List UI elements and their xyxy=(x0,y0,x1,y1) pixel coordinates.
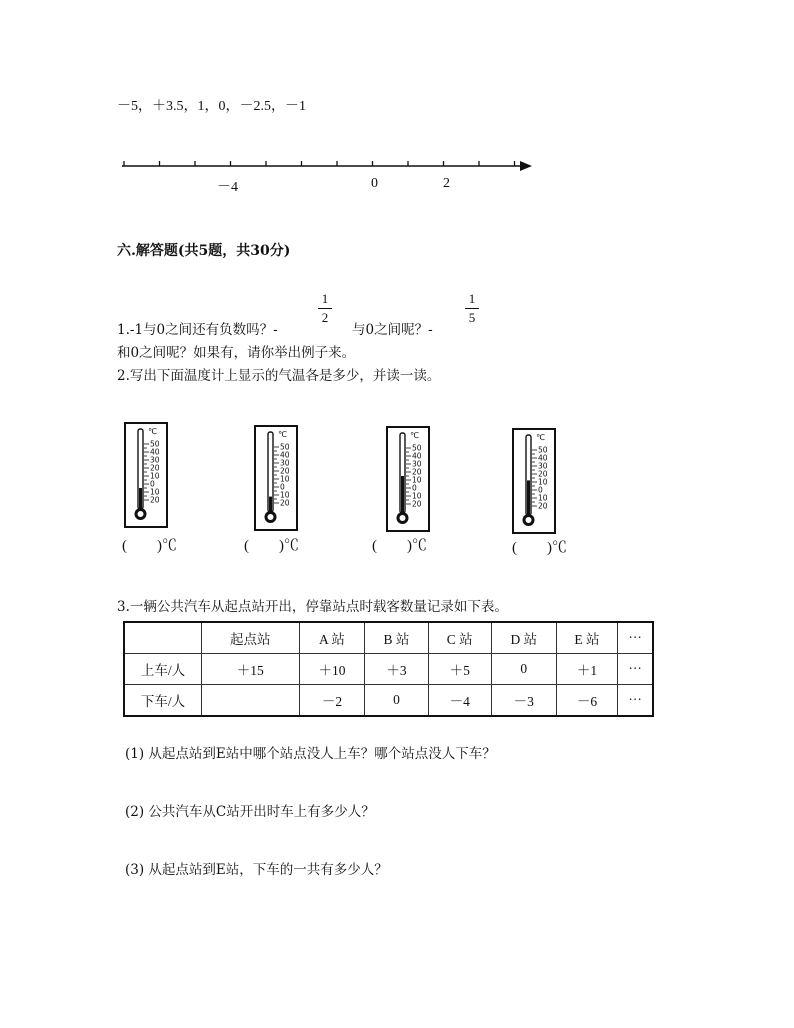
table-row xyxy=(124,685,653,717)
table-cell: 起点站 xyxy=(202,622,300,654)
table-cell: ··· xyxy=(618,685,653,717)
q3-intro: 3.一辆公共汽车从起点站开出，停靠站点时载客数量记录如下表。 xyxy=(117,599,508,615)
q3-sub1: (1) 从起点站到E站中哪个站点没人上车？哪个站点没人下车？ xyxy=(125,746,496,762)
thermometer-mercury xyxy=(139,488,142,510)
table-cell xyxy=(202,685,300,717)
thermometer-3 xyxy=(386,426,432,534)
q3-sub3: (3) 从起点站到E站，下车的一共有多少人？ xyxy=(125,862,388,878)
q1-fraction-fifth: 1 5 xyxy=(465,291,479,326)
thermometer-drawing xyxy=(512,428,558,536)
number-line-axis xyxy=(118,152,538,182)
q1-fraction-half: 1 2 xyxy=(318,291,332,326)
table-cell: ··· xyxy=(618,622,653,654)
table-cell: ＋3 xyxy=(365,654,428,685)
thermometer-scale-label: 20 xyxy=(150,463,160,473)
q1-part2: 与0之间呢？- xyxy=(352,322,433,338)
thermometer-scale-label: 30 xyxy=(538,461,548,471)
table-cell: ＋1 xyxy=(556,654,617,685)
thermometer-scale-label: 50 xyxy=(412,443,422,453)
table-cell: 下车/人 xyxy=(124,685,202,717)
number-line-label-2: 2 xyxy=(443,176,450,191)
thermometer-scale-label: 20 xyxy=(280,498,290,508)
section-title: 六.解答题(共5题，共30分) xyxy=(117,243,291,259)
thermometer-scale-label: 10 xyxy=(538,477,548,487)
bus-passenger-table xyxy=(123,621,654,717)
thermometer-frame xyxy=(387,427,429,531)
thermometer-2 xyxy=(254,425,300,533)
table-cell: ＋10 xyxy=(299,654,365,685)
thermometer-scale-label: 50 xyxy=(150,439,160,449)
thermometer-scale-label: 10 xyxy=(412,491,422,501)
table-header-row xyxy=(124,622,653,654)
thermometer-scale-label: 20 xyxy=(538,501,548,511)
thermometer-scale-label: 10 xyxy=(150,487,160,497)
thermometer-frame xyxy=(125,423,167,527)
thermometer-scale-label: 50 xyxy=(538,445,548,455)
thermometer-scale-label: 20 xyxy=(412,467,422,477)
thermometer-scale-label: 40 xyxy=(412,451,422,461)
thermometer-drawing xyxy=(124,422,170,530)
thermometer-4 xyxy=(512,428,558,536)
table-cell: ··· xyxy=(618,654,653,685)
thermometer-scale-label: 10 xyxy=(412,475,422,485)
thermometer-scale-label: 40 xyxy=(280,450,290,460)
thermometer-scale-label: 10 xyxy=(280,490,290,500)
table-cell: C 站 xyxy=(428,622,491,654)
thermometer-scale-label: 10 xyxy=(280,474,290,484)
thermometer-frame xyxy=(513,429,555,533)
table-cell: ＋15 xyxy=(202,654,300,685)
thermometer-mercury xyxy=(527,480,530,516)
thermometer-scale-label: 0 xyxy=(150,479,155,489)
thermometer-mercury xyxy=(401,476,404,514)
table-cell: －6 xyxy=(556,685,617,717)
table-cell: D 站 xyxy=(491,622,556,654)
table-cell: －3 xyxy=(491,685,556,717)
thermometer-scale-label: 20 xyxy=(538,469,548,479)
thermometer-scale-label: 50 xyxy=(280,442,290,452)
table-cell: A 站 xyxy=(299,622,365,654)
thermometer-2-answer[interactable]: ( )℃ xyxy=(244,538,299,554)
table-cell: 0 xyxy=(365,685,428,717)
thermometer-scale-label: 10 xyxy=(538,493,548,503)
table-cell: E 站 xyxy=(556,622,617,654)
table-cell: B 站 xyxy=(365,622,428,654)
q3-sub2: (2) 公共汽车从C站开出时车上有多少人？ xyxy=(125,804,375,820)
q1-part1: 1.-1与0之间还有负数吗？- xyxy=(117,322,278,338)
q1-line2: 和0之间呢？如果有，请你举出例子来。 xyxy=(117,345,356,361)
thermometer-scale-label: 20 xyxy=(150,495,160,505)
thermometer-drawing xyxy=(254,425,300,533)
thermometer-scale-label: 30 xyxy=(412,459,422,469)
thermometer-frame xyxy=(255,426,297,530)
thermometer-scale-label: 40 xyxy=(538,453,548,463)
thermometer-scale-label: 30 xyxy=(150,455,160,465)
thermometer-scale-label: 40 xyxy=(150,447,160,457)
thermometer-scale-label: 10 xyxy=(150,471,160,481)
number-line-label-neg4: －4 xyxy=(217,180,238,195)
table-cell: ＋5 xyxy=(428,654,491,685)
thermometer-scale-label: 0 xyxy=(412,483,417,493)
thermometer-mercury xyxy=(269,497,272,513)
thermometer-unit: ℃ xyxy=(148,427,157,436)
table-cell: －2 xyxy=(299,685,365,717)
number-line-arrow-icon xyxy=(520,161,532,171)
thermometer-scale-label: 0 xyxy=(538,485,543,495)
thermometer-1 xyxy=(124,422,170,530)
thermometer-unit: ℃ xyxy=(410,431,419,440)
table-cell: 上车/人 xyxy=(124,654,202,685)
thermometer-unit: ℃ xyxy=(536,433,545,442)
thermometer-scale-label: 20 xyxy=(412,499,422,509)
thermometer-scale-label: 30 xyxy=(280,458,290,468)
thermometer-scale-label: 0 xyxy=(280,482,285,492)
thermometer-unit: ℃ xyxy=(278,430,287,439)
numbers-to-plot: －5，＋3.5，1，0，－2.5，－1 xyxy=(117,99,306,114)
thermometer-1-answer[interactable]: ( )℃ xyxy=(122,538,177,554)
thermometer-4-answer[interactable]: ( )℃ xyxy=(512,540,567,556)
q2-text: 2.写出下面温度计上显示的气温各是多少，并读一读。 xyxy=(117,368,441,384)
table-cell xyxy=(124,622,202,654)
number-line xyxy=(118,152,538,202)
thermometer-scale-label: 20 xyxy=(280,466,290,476)
table-cell: 0 xyxy=(491,654,556,685)
table-cell: －4 xyxy=(428,685,491,717)
thermometer-drawing xyxy=(386,426,432,534)
table-row xyxy=(124,654,653,685)
number-line-label-0: 0 xyxy=(371,176,378,191)
thermometer-3-answer[interactable]: ( )℃ xyxy=(372,538,427,554)
